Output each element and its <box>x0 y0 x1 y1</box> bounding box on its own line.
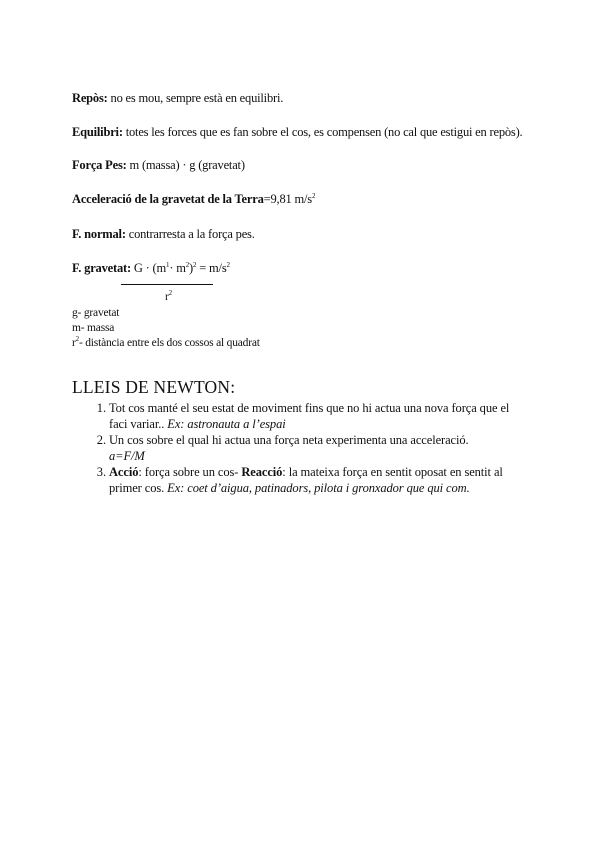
def-forca-pes <box>72 158 245 173</box>
list-item: 2. Un cos sobre el qual hi actua una força neta experimenta una acceleració. a=F/M <box>109 432 528 464</box>
legend-g: g- gravetat <box>72 307 120 319</box>
definition: no es mou, sempre està en equilibri. <box>107 91 284 105</box>
fraction-bar <box>121 284 213 285</box>
example: Ex: astronauta a l’espai <box>167 417 286 431</box>
term: F. gravetat: <box>72 261 131 275</box>
definition: totes les forces que es fan sobre el cos, es compensen (no cal que estigui en repòs). <box>122 125 523 139</box>
formula: a=F/M <box>109 449 145 463</box>
def-normal <box>72 227 255 242</box>
definition: contrarresta a la força pes. <box>125 227 255 241</box>
laws-list <box>88 400 528 496</box>
list-item: 1. Tot cos manté el seu estat de moviment fins que no hi actua una nova força que el faci variar.. Ex: astronauta a l’espai <box>109 400 528 432</box>
newton-heading: LLEIS DE NEWTON: <box>72 377 236 397</box>
def-acceleracio <box>72 192 315 207</box>
term: Força Pes: <box>72 158 127 172</box>
exponent: 2 <box>311 192 316 200</box>
term: Equilibri: <box>72 125 123 139</box>
legend-r: $r^2-$ distància entre els dos cossos al quadrat <box>72 335 260 349</box>
term: Repòs: <box>72 91 108 105</box>
legend-m: m- massa <box>72 322 115 334</box>
list-item: 3. Acció: força sobre un cos- Reacció: la mateixa força en sentit oposat en sentit al primer cos. Ex: coet d’aigua, patinadors, pilota i gronxador que qui com. <box>109 464 528 496</box>
definition: =9,81 m/s <box>263 192 312 206</box>
term: Acceleració de la gravetat de la Terra <box>72 192 264 206</box>
def-equilibri <box>72 125 522 140</box>
definition: m (massa) · g (gravetat) <box>126 158 245 172</box>
term: F. normal: <box>72 227 126 241</box>
numerator: $G \cdot (m^1\cdot m^2)^2 = m/s^2$ <box>130 261 230 275</box>
example: Ex: coet d’aigua, patinadors, pilota i gronxador que qui com. <box>167 481 470 495</box>
denominator: $r^2$ <box>165 289 172 303</box>
def-gravetat <box>72 261 230 276</box>
def-repos <box>72 91 283 106</box>
newton-laws <box>88 400 528 496</box>
